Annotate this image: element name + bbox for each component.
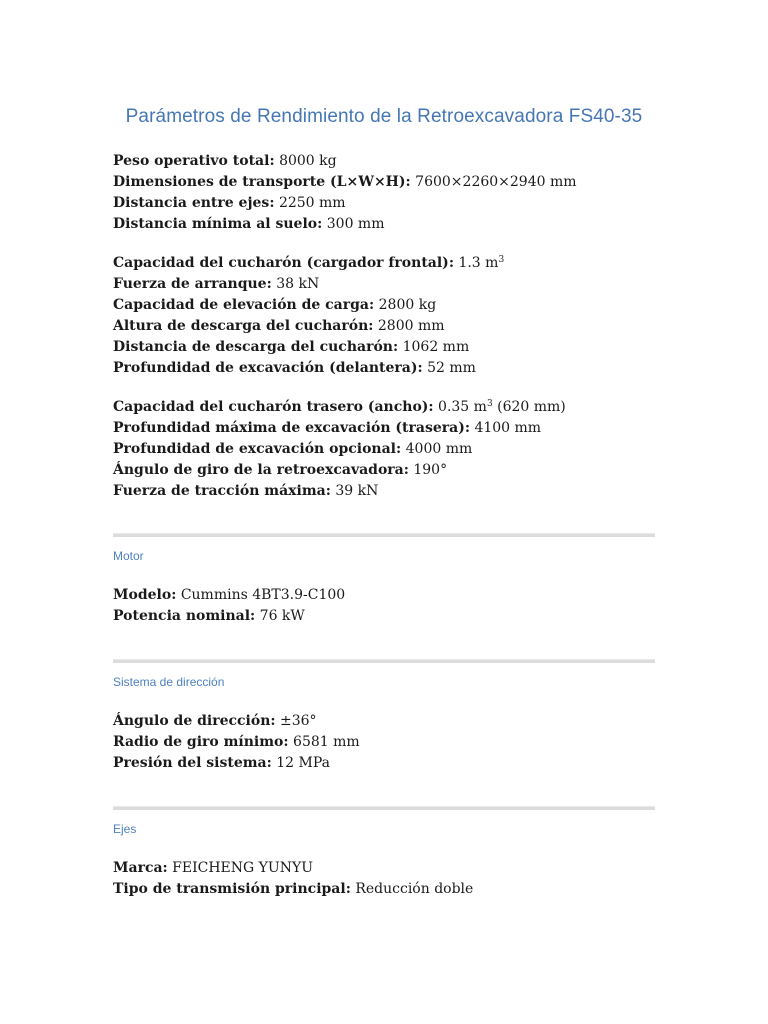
spec-label: Profundidad de excavación opcional <box>113 441 396 457</box>
spec-row: Capacidad del cucharón (cargador frontal): 1.3 $m^3$ <box>113 255 505 271</box>
general-specs <box>113 151 655 235</box>
spec-value: 4000 mm <box>405 441 473 457</box>
steering-specs <box>113 711 655 774</box>
section-heading-axles: Ejes <box>113 822 137 836</box>
spec-value: 2250 mm <box>278 195 346 211</box>
section-divider <box>113 806 655 810</box>
spec-value: FEICHENG YUNYU <box>172 860 313 876</box>
spec-row: Capacidad de elevación de carga: 2800 kg <box>113 297 437 313</box>
spec-label: Distancia de descarga del cucharón <box>113 339 393 355</box>
spec-value: 1.3 m <box>458 255 499 271</box>
spec-label: Ángulo de dirección <box>113 713 271 729</box>
spec-value: 8000 kg <box>279 153 337 169</box>
spec-row: Dimensiones de transporte (L×W×H): 7600×2260×2940 mm <box>113 174 577 190</box>
spec-row: Distancia entre ejes: 2250 mm <box>113 195 346 211</box>
spec-value: 300 mm <box>326 216 385 232</box>
spec-row: Distancia mínima al suelo: 300 mm <box>113 216 385 232</box>
spec-value: 12 MPa <box>276 755 331 771</box>
spec-row: Profundidad de excavación (delantera): 52 mm <box>113 360 476 376</box>
spec-row: Presión del sistema: 12 MPa <box>113 755 331 771</box>
spec-label: Peso operativo total <box>113 153 270 169</box>
spec-row: Distancia de descarga del cucharón: 1062 mm <box>113 339 470 355</box>
spec-label: Dimensiones de transporte (L×W×H) <box>113 174 406 190</box>
superscript: 3 <box>486 399 493 409</box>
spec-row: Radio de giro mínimo: 6581 mm <box>113 734 360 750</box>
spec-value: 2800 mm <box>377 318 445 334</box>
document-title: Parámetros de Rendimiento de la Retroexcavadora FS40-35 <box>125 106 643 127</box>
section-heading-steering: Sistema de dirección <box>113 675 225 689</box>
superscript: 3 <box>498 255 505 265</box>
spec-label: Potencia nominal <box>113 608 251 624</box>
spec-value: 1062 mm <box>402 339 470 355</box>
spec-row: Modelo: Cummins 4BT3.9-C100 <box>113 587 346 603</box>
spec-value: 0.35 m <box>438 399 487 415</box>
spec-label: Presión del sistema <box>113 755 267 771</box>
spec-row: Ángulo de giro de la retroexcavadora: 190° <box>113 462 448 478</box>
section-divider <box>113 533 655 537</box>
spec-label: Ángulo de giro de la retroexcavadora <box>113 462 404 478</box>
spec-value: 4100 mm <box>474 420 542 436</box>
spec-value: ±36° <box>280 713 317 729</box>
spec-row: Peso operativo total: 8000 kg <box>113 153 337 169</box>
spec-row: Profundidad máxima de excavación (trasera): 4100 mm <box>113 420 542 436</box>
spec-label: Fuerza de arranque <box>113 276 267 292</box>
spec-row: Profundidad de excavación opcional: 4000 mm <box>113 441 473 457</box>
spec-value: 38 kN <box>276 276 320 292</box>
spec-value: 2800 kg <box>378 297 437 313</box>
spec-value: 52 mm <box>427 360 476 376</box>
spec-value: 7600×2260×2940 mm <box>415 174 577 190</box>
spec-value: 76 kW <box>259 608 305 624</box>
spec-label: Tipo de transmisión principal <box>113 881 346 897</box>
spec-label: Profundidad de excavación (delantera) <box>113 360 418 376</box>
spec-label: Capacidad del cucharón trasero (ancho) <box>113 399 429 415</box>
axle-specs <box>113 858 655 900</box>
spec-value-extra: (620 mm) <box>492 399 566 415</box>
spec-label: Marca <box>113 860 163 876</box>
spec-row: Fuerza de arranque: 38 kN <box>113 276 320 292</box>
spec-row: Fuerza de tracción máxima: 39 kN <box>113 483 379 499</box>
spec-row: Capacidad del cucharón trasero (ancho): 0.35 $m^3$ (620 mm) <box>113 399 566 415</box>
spec-row: Altura de descarga del cucharón: 2800 mm <box>113 318 445 334</box>
loader-specs <box>113 253 655 379</box>
spec-label: Radio de giro mínimo <box>113 734 284 750</box>
spec-row: Potencia nominal: 76 kW <box>113 608 305 624</box>
spec-value: 39 kN <box>335 483 379 499</box>
spec-label: Distancia entre ejes <box>113 195 270 211</box>
spec-label: Capacidad de elevación de carga <box>113 297 369 313</box>
spec-value: 6581 mm <box>293 734 360 750</box>
spec-row: Tipo de transmisión principal: Reducción doble <box>113 881 474 897</box>
spec-value: 190° <box>413 462 448 478</box>
spec-label: Altura de descarga del cucharón <box>113 318 369 334</box>
motor-specs <box>113 585 655 627</box>
spec-label: Profundidad máxima de excavación (trasera) <box>113 420 465 436</box>
spec-label: Fuerza de tracción máxima <box>113 483 326 499</box>
spec-row: Marca: FEICHENG YUNYU <box>113 860 313 876</box>
spec-label: Modelo <box>113 587 172 603</box>
section-divider <box>113 659 655 663</box>
backhoe-specs <box>113 397 655 502</box>
spec-row: Ángulo de dirección: ±36° <box>113 713 317 729</box>
spec-value: Cummins 4BT3.9-C100 <box>180 587 346 603</box>
spec-label: Distancia mínima al suelo <box>113 216 318 232</box>
spec-value: Reducción doble <box>355 881 474 897</box>
spec-label: Capacidad del cucharón (cargador frontal) <box>113 255 449 271</box>
section-heading-motor: Motor <box>113 549 144 563</box>
